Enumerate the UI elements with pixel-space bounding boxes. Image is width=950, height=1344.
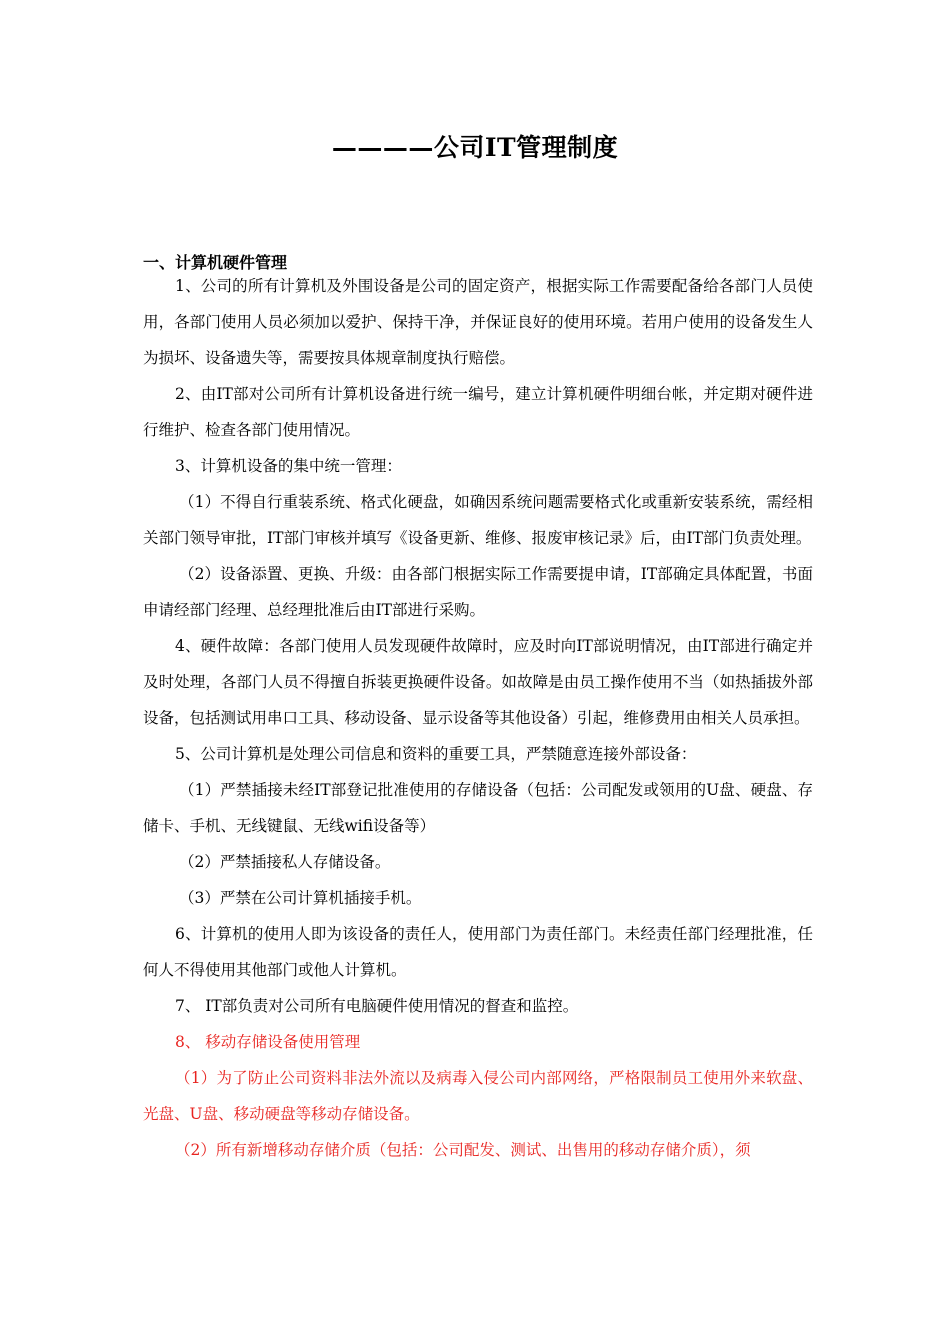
paragraph-3: 3、计算机设备的集中统一管理： xyxy=(175,457,402,475)
paragraph-7: 7、 IT部负责对公司所有电脑硬件使用情况的督查和监控。 xyxy=(175,997,579,1015)
paragraph-8: 8、 移动存储设备使用管理 xyxy=(175,1033,361,1051)
paragraph-8-2: （2）所有新增移动存储介质（包括：公司配发、测试、出售用的移动存储介质），须 xyxy=(175,1141,751,1159)
paragraph-2: 2、由IT部对公司所有计算机设备进行统一编号，建立计算机硬件明细台帐，并定期对硬件进行维护、检查各部门使用情况。 xyxy=(143,385,813,439)
paragraph-5-2: （2）严禁插接私人存储设备。 xyxy=(179,853,391,871)
paragraph-6: 6、计算机的使用人即为该设备的责任人，使用部门为责任部门。未经责任部门经理批准，任何人不得使用其他部门或他人计算机。 xyxy=(143,925,813,979)
section-heading: 一、计算机硬件管理 xyxy=(143,253,288,272)
paragraph-5-1: （1）严禁插接未经IT部登记批准使用的存储设备（包括：公司配发或领用的U盘、硬盘、存储卡、手机、无线键鼠、无线wifi设备等） xyxy=(143,781,813,835)
paragraph-5-3: （3）严禁在公司计算机插接手机。 xyxy=(179,889,422,907)
document-title: ————公司IT管理制度 xyxy=(331,133,619,162)
paragraph-3-1: （1）不得自行重装系统、格式化硬盘，如确因系统问题需要格式化或重新安装系统，需经相关部门领导审批，IT部门审核并填写《设备更新、维修、报废审核记录》后，由IT部门负责处理。 xyxy=(143,493,813,547)
paragraph-5: 5、公司计算机是处理公司信息和资料的重要工具，严禁随意连接外部设备： xyxy=(175,745,697,763)
paragraph-3-2: （2）设备添置、更换、升级：由各部门根据实际工作需要提申请，IT部确定具体配置，书面申请经部门经理、总经理批准后由IT部进行采购。 xyxy=(143,565,813,619)
section-body xyxy=(143,268,813,1168)
paragraph-4: 4、硬件故障：各部门使用人员发现硬件故障时，应及时向IT部说明情况，由IT部进行确定并及时处理，各部门人员不得擅自拆装更换硬件设备。如故障是由员工操作使用不当（如热插拔外部设备，包括测试用串口工具、移动设备、显示设备等其他设备）引起，维修费用由相关人员承担。 xyxy=(143,637,813,727)
paragraph-1: 1、公司的所有计算机及外围设备是公司的固定资产，根据实际工作需要配备给各部门人员使用，各部门使用人员必须加以爱护、保持干净，并保证良好的使用环境。若用户使用的设备发生人为损坏、设备遗失等，需要按具体规章制度执行赔偿。 xyxy=(143,277,813,367)
paragraph-8-1: （1）为了防止公司资料非法外流以及病毒入侵公司内部网络，严格限制员工使用外来软盘、光盘、U盘、移动硬盘等移动存储设备。 xyxy=(143,1069,813,1123)
